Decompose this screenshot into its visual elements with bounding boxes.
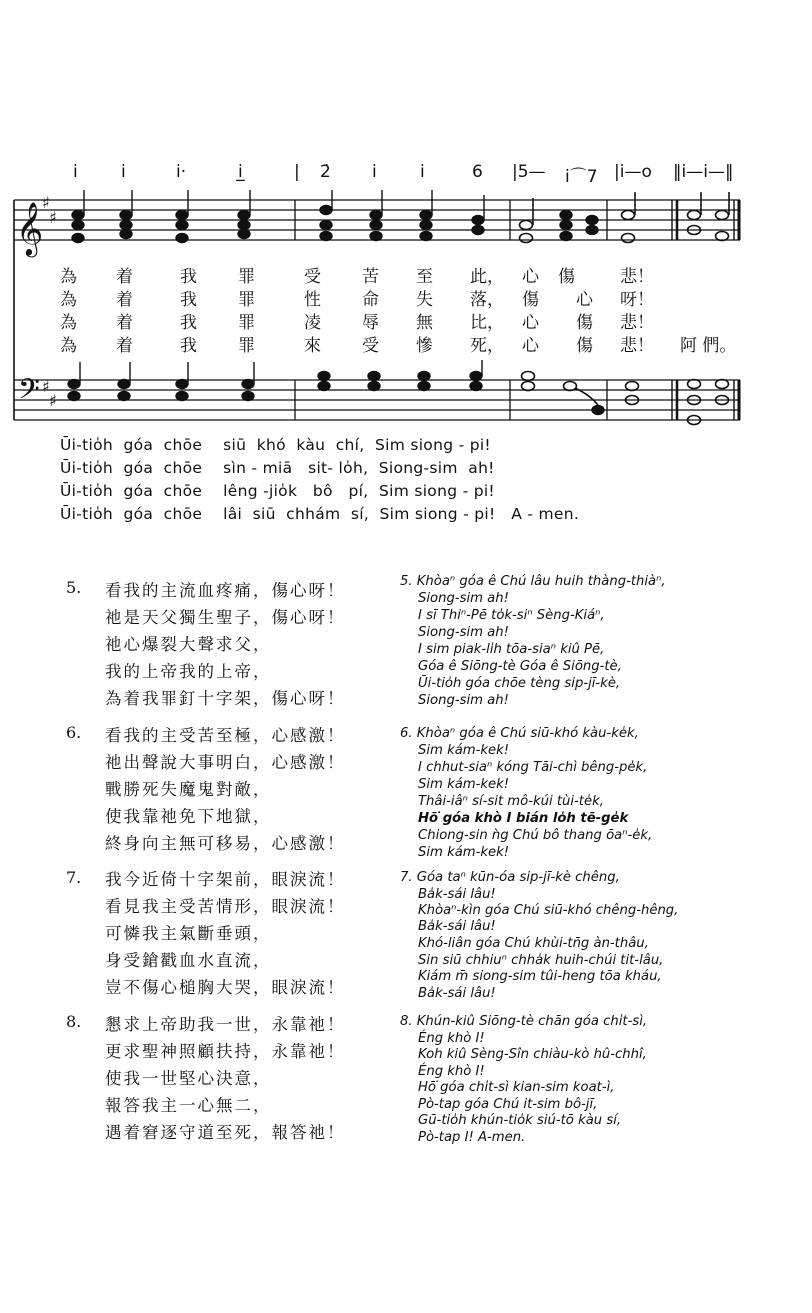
- lyric-char: 罪: [238, 336, 255, 356]
- lyric-char: 心: [522, 336, 539, 356]
- notation-note: i⌒7: [565, 167, 598, 187]
- svg-text:𝄢: 𝄢: [18, 373, 40, 413]
- lyric-char: 悲！: [620, 336, 654, 356]
- verse-cn-line: 為着我罪釘十字架，傷心呀！: [105, 689, 346, 708]
- svg-text:♯: ♯: [42, 377, 50, 396]
- notation-note: |i—o: [614, 162, 652, 182]
- lyric-char: 慘: [416, 336, 433, 356]
- lyric-char: 罪: [238, 313, 255, 333]
- verse-rom-line: Sim kám-kek!: [418, 777, 510, 792]
- verse-rom-line: Khó-liân góa Chú khùi-tn̄g àn-thâu,: [418, 936, 649, 951]
- lyric-char: 命: [362, 290, 379, 310]
- hymn-cn-line-1: [60, 262, 760, 287]
- lyric-char: 傷: [576, 313, 593, 333]
- verse-cn-line: 戰勝死失魔鬼對敵，: [105, 780, 272, 799]
- verse-cn-line: 祂心爆裂大聲求父，: [105, 635, 272, 654]
- lyric-char: 為: [60, 290, 77, 310]
- verse-cn-line: 看見我主受苦情形，眼淚流！: [105, 897, 346, 916]
- svg-text:♯: ♯: [49, 208, 57, 227]
- verse-rom-line: Ba̍k-sái lâu!: [418, 919, 496, 934]
- verse-cn-line: 我的上帝我的上帝，: [105, 662, 272, 681]
- lyric-char: 為: [60, 313, 77, 333]
- verse-rom-line: Sin siū chhiuⁿ chha̍k huih-chúi tit-lâu,: [418, 953, 664, 968]
- lyric-char: 罪: [238, 290, 255, 310]
- verse-rom-line: Pò-tap góa Chú it-sim bô-jī,: [418, 1097, 598, 1112]
- lyric-char: 傷: [576, 336, 593, 356]
- hymn-cn-line-2: [60, 285, 760, 310]
- hymn-rom-line-3: Ūi-tio̍h góa chōe lêng -jio̍k bô pí, Sim siong - pi!: [60, 482, 495, 500]
- notation-barline: |: [294, 162, 300, 182]
- lyric-char: 受: [304, 267, 321, 287]
- verse-cn-line: 使我靠祂免下地獄，: [105, 807, 272, 826]
- music-staves: [0, 0, 812, 450]
- lyric-char: 着: [116, 313, 133, 333]
- verse-rom-line: Siong-sim ah!: [418, 693, 509, 708]
- verse-cn-line: 祂是天父獨生聖子，傷心呀！: [105, 608, 346, 627]
- verse-rom-line: Sim kám-kek!: [418, 845, 510, 860]
- lyric-char: 死，: [470, 336, 504, 356]
- verse-cn-line: 遇着窘逐守道至死，報答祂！: [105, 1123, 346, 1142]
- lyric-char: 心: [522, 267, 539, 287]
- hymn-rom-line-4: Ūi-tio̍h góa chōe lâi siū chhám sí, Sim siong - pi! A - men.: [60, 505, 580, 523]
- verse-rom-line: Éng khò I!: [418, 1064, 485, 1079]
- lyric-char: 呀！: [620, 290, 654, 310]
- svg-text:𝄞: 𝄞: [16, 201, 44, 255]
- lyric-char: 性: [304, 290, 321, 310]
- lyric-amen: 阿 們。: [680, 336, 737, 356]
- lyric-char: 無: [416, 313, 433, 333]
- verse-rom-line: I chhut-siaⁿ kóng Tāi-chì bêng-pe̍k,: [418, 760, 648, 775]
- notation-note: 2̇: [320, 162, 331, 182]
- lyric-char: 着: [116, 290, 133, 310]
- verse-rom-line: Gū-tio̍h khún-tio̍k siú-tō kàu sí,: [418, 1113, 622, 1128]
- verse-rom-line: Koh kiû Sèng-Sîn chiàu-kò hû-chhî,: [418, 1047, 647, 1062]
- hymn-rom-line-1: Ūi-tio̍h góa chōe siū khó kàu chí, Sim siong - pi!: [60, 436, 491, 454]
- verse-rom-line: Khòaⁿ-kìn góa Chú siū-khó chêng-hêng,: [418, 903, 679, 918]
- lyric-char: 心: [576, 290, 593, 310]
- notation-note: i·: [176, 162, 187, 182]
- notation-note: |5—: [512, 162, 546, 182]
- lyric-char: 着: [116, 336, 133, 356]
- lyric-char: 我: [180, 290, 197, 310]
- hymn-cn-line-3: [60, 308, 760, 333]
- lyric-char: 我: [180, 267, 197, 287]
- notation-note: i̲: [238, 162, 243, 182]
- verse-rom-line: Siong-sim ah!: [418, 591, 509, 606]
- notation-note: i: [73, 162, 78, 182]
- verse-cn-line: 我今近倚十字架前，眼淚流！: [105, 870, 346, 889]
- verse-cn-line: 豈不傷心槌胸大哭，眼淚流！: [105, 978, 346, 997]
- verse-rom-line: Ūi-tio̍h góa chōe tèng sip-jī-kè,: [418, 676, 621, 691]
- verse-rom-line: 6. Khòaⁿ góa ê Chú siū-khó kàu-ke̍k,: [400, 726, 639, 741]
- verse-cn-line: 身受鎗戳血水直流，: [105, 951, 272, 970]
- verse-rom-line: Chiong-sin ǹg Chú bô thang ōaⁿ-e̍k,: [418, 828, 653, 843]
- lyric-char: 我: [180, 313, 197, 333]
- lyric-char: 凌: [304, 313, 321, 333]
- svg-text:♯: ♯: [42, 193, 50, 212]
- hymn-rom-line-2: Ūi-tio̍h góa chōe sìn - miā sit- lo̍h, Siong-sim ah!: [60, 459, 495, 477]
- lyric-char: 落，: [470, 290, 504, 310]
- verse-rom-line: Kiám m̄ siong-sim tûi-heng tōa kháu,: [418, 969, 662, 984]
- notation-note: i: [420, 162, 425, 182]
- lyric-char: 傷: [522, 290, 539, 310]
- verse-rom-line: Thâi-iâⁿ sí-sit mô-kúi tùi-te̍k,: [418, 794, 604, 809]
- verse-rom-line: 7. Góa taⁿ kūn-óa sip-jī-kè chêng,: [400, 870, 620, 885]
- svg-text:♯: ♯: [49, 391, 57, 410]
- lyric-char: 至: [416, 267, 433, 287]
- verse-number: 5.: [66, 578, 82, 597]
- notation-note: i: [372, 162, 377, 182]
- notation-note: i: [121, 162, 126, 182]
- verse-number: 6.: [66, 723, 82, 742]
- verse-rom-line: Hō͘ góa chi̍t-sì kian-sim koat-ì,: [418, 1080, 615, 1095]
- verse-cn-line: 祂出聲說大事明白，心感激！: [105, 753, 346, 772]
- verse-cn-line: 看我的主受苦至極，心感激！: [105, 726, 346, 745]
- verse-rom-line: Ba̍k-sái lâu!: [418, 887, 496, 902]
- lyric-char: 為: [60, 267, 77, 287]
- lyric-char: 來: [304, 336, 321, 356]
- lyric-char: 悲！: [620, 267, 654, 287]
- verse-cn-line: 使我一世堅心決意，: [105, 1069, 272, 1088]
- verse-cn-line: 懇求上帝助我一世，永靠祂！: [105, 1015, 346, 1034]
- verse-rom-line: I sī Thiⁿ-Pē to̍k-siⁿ Sèng-Kiáⁿ,: [418, 608, 605, 623]
- notation-note: ‖i—i—‖: [673, 162, 734, 182]
- lyric-char: 受: [362, 336, 379, 356]
- verse-rom-line: Góa ê Siōng-tè Góa ê Siōng-tè,: [418, 659, 622, 674]
- lyric-char: 悲！: [620, 313, 654, 333]
- verse-rom-line: I sim piak-li̍h tōa-siaⁿ kiû Pē,: [418, 642, 605, 657]
- verse-rom-line: Éng khò I!: [418, 1031, 485, 1046]
- verse-rom-line: 8. Khún-kiû Siōng-tè chān góa chi̍t-sì,: [400, 1014, 648, 1029]
- verse-rom-line: Hō͘ góa khò I bián lo̍h tē-ge̍k: [418, 811, 629, 826]
- lyric-char: 此，: [470, 267, 504, 287]
- lyric-char: 傷: [558, 267, 575, 287]
- verse-cn-line: 報答我主一心無二，: [105, 1096, 272, 1115]
- verse-rom-line: Sim kám-kek!: [418, 743, 510, 758]
- verse-rom-line: 5. Khòaⁿ góa ê Chú lâu huih thàng-thiàⁿ,: [400, 574, 666, 589]
- verse-number: 7.: [66, 868, 82, 887]
- verse-rom-line: Ba̍k-sái lâu!: [418, 986, 496, 1001]
- lyric-char: 苦: [362, 267, 379, 287]
- verse-cn-line: 可憐我主氣斷垂頭，: [105, 924, 272, 943]
- lyric-char: 心: [522, 313, 539, 333]
- notation-note: 6: [472, 162, 483, 182]
- verse-rom-line: Pò-tap I! A-men.: [418, 1130, 526, 1145]
- verse-cn-line: 終身向主無可移易，心感激！: [105, 834, 346, 853]
- lyric-char: 比，: [470, 313, 504, 333]
- lyric-char: 辱: [362, 313, 379, 333]
- lyric-char: 我: [180, 336, 197, 356]
- verse-cn-line: 看我的主流血疼痛，傷心呀！: [105, 581, 346, 600]
- lyric-char: 着: [116, 267, 133, 287]
- verse-rom-line: Siong-sim ah!: [418, 625, 509, 640]
- verse-number: 8.: [66, 1012, 82, 1031]
- verse-cn-line: 更求聖神照顧扶持，永靠祂！: [105, 1042, 346, 1061]
- lyric-char: 罪: [238, 267, 255, 287]
- lyric-char: 為: [60, 336, 77, 356]
- hymn-cn-line-4: [60, 331, 760, 356]
- lyric-char: 失: [416, 290, 433, 310]
